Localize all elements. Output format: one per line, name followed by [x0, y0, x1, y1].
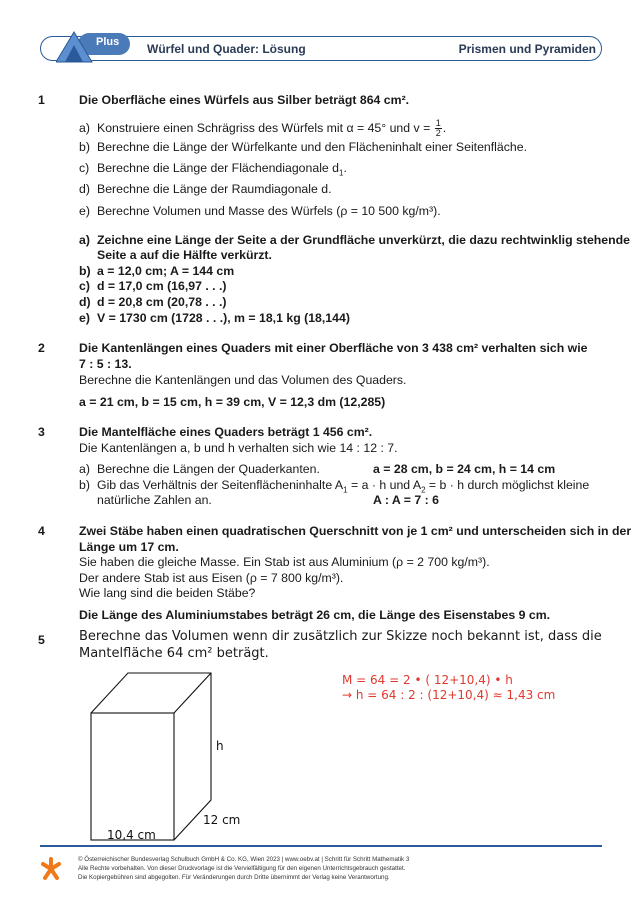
cuboid-label-width: 10,4 cm	[107, 828, 156, 842]
subtask-text: Berechne die Längen der Quaderkanten.	[97, 462, 320, 476]
task-1-solution-a-cont	[79, 247, 272, 264]
subtask-label: b)	[79, 478, 90, 492]
task-5-line1: Berechne das Volumen wenn dir zusätzlich zur Skizze noch bekannt ist, dass die	[79, 629, 602, 644]
task-1-subtask-a	[79, 119, 446, 138]
task-3-subtask-b-cont: natürliche Zahlen an.	[97, 493, 212, 507]
task-1-number: 1	[38, 93, 45, 107]
topic-title: Prismen und Pyramiden	[458, 42, 596, 56]
task-2-number: 2	[38, 341, 45, 355]
cuboid-label-depth: 12 cm	[203, 813, 241, 827]
task-2-solution: a = 21 cm, b = 15 cm, h = 39 cm, V = 12,3 dm (12,285)	[79, 395, 386, 409]
solution-text: Zeichne eine Länge der Seite a der Grundfläche unverkürzt, die dazu rechtwinklig stehende	[97, 233, 630, 247]
solution-label: e)	[79, 311, 90, 325]
solution-label: c)	[79, 279, 90, 293]
subtask-label: b)	[79, 140, 90, 154]
logo-label: Plus	[96, 36, 120, 48]
task-5-line2: Mantelfläche 64 cm² beträgt.	[79, 646, 269, 661]
solution-text: a = 12,0 cm; A = 144 cm	[97, 264, 235, 278]
footer-divider	[40, 845, 602, 847]
solution-text: d = 20,8 cm (20,78 . . .)	[97, 295, 227, 309]
task-3-solution-b: A : A = 7 : 6	[373, 493, 439, 507]
subtask-text: Berechne die Länge der Flächendiagonale d	[97, 161, 340, 175]
publisher-logo-icon	[40, 856, 62, 882]
task-2-text: Berechne die Kantenlängen und das Volumen des Quaders.	[79, 373, 407, 387]
subtask-label: a)	[79, 462, 90, 476]
handwritten-formula-1: M = 64 = 2 • ( 12+10,4) • h	[342, 673, 513, 687]
cuboid-sketch	[86, 668, 216, 843]
task-1-subtask-c	[79, 160, 347, 181]
fraction-denominator: 2	[435, 128, 441, 138]
subscript: 2	[421, 485, 426, 495]
fraction-one-half	[435, 119, 442, 138]
task-5-number: 5	[38, 633, 45, 647]
task-4-line3: Wie lang sind die beiden Stäbe?	[79, 586, 256, 600]
solution-text: Seite a auf die Hälfte verkürzt.	[97, 248, 272, 262]
task-3-title: Die Mantelfläche eines Quaders beträgt 1 456 cm².	[79, 425, 373, 439]
task-1-subtask-d	[79, 181, 332, 198]
fraction-numerator: 1	[435, 118, 441, 128]
task-4-title-line2: Länge um 17 cm.	[79, 540, 179, 554]
task-2-title-line1: Die Kantenlängen eines Quaders mit einer Oberfläche von 3 438 cm² verhalten sich wie	[79, 341, 588, 355]
subtask-label: e)	[79, 204, 90, 218]
subtask-text: Berechne Volumen und Masse des Würfels (ρ = 10 500 kg/m³).	[97, 204, 441, 218]
task-3-number: 3	[38, 425, 45, 439]
plus-logo-icon	[56, 31, 132, 63]
task-1-subtask-b	[79, 139, 527, 156]
subtask-label: d)	[79, 182, 90, 196]
task-3-subtask-a	[79, 461, 320, 478]
cuboid-label-h: h	[216, 739, 224, 753]
subtask-text: Berechne die Länge der Würfelkante und den Flächeninhalt einer Seitenfläche.	[97, 140, 527, 154]
subscript: 1	[339, 168, 344, 178]
task-1-title: Die Oberfläche eines Würfels aus Silber beträgt 864 cm².	[79, 93, 410, 107]
task-3-solution-a: a = 28 cm, b = 24 cm, h = 14 cm	[373, 462, 556, 476]
solution-label: b)	[79, 264, 91, 278]
subtask-text: Konstruiere einen Schrägriss des Würfels mit α = 45° und v =	[97, 120, 434, 135]
task-1-solution-c	[79, 278, 227, 295]
subtask-text: Gib das Verhältnis der Seitenflächeninhalte A	[97, 478, 344, 492]
task-4-title-line1: Zwei Stäbe haben einen quadratischen Querschnitt von je 1 cm² und unterscheiden sich in der	[79, 524, 632, 538]
task-1-solution-e	[79, 310, 350, 327]
subscript: 1	[343, 485, 348, 495]
task-4-number: 4	[38, 524, 45, 538]
task-3-text: Die Kantenlängen a, b und h verhalten sich wie 14 : 12 : 7.	[79, 441, 398, 455]
task-4-solution: Die Länge des Aluminiumstabes beträgt 26 cm, die Länge des Eisenstabes 9 cm.	[79, 608, 551, 622]
task-4-line1: Sie haben die gleiche Masse. Ein Stab ist aus Aluminium (ρ = 2 700 kg/m³).	[79, 555, 490, 569]
task-4-line2: Der andere Stab ist aus Eisen (ρ = 7 800 kg/m³).	[79, 571, 344, 585]
subtask-text: = b · h durch möglichst kleine	[425, 478, 590, 492]
task-1-subtask-e	[79, 203, 441, 220]
solution-text: V = 1730 cm (1728 . . .), m = 18,1 kg (18,144)	[97, 311, 350, 325]
subtask-punct: .	[442, 120, 447, 135]
footer-rights: Alle Rechte vorbehalten. Von dieser Druckvorlage ist die Vervielfältigung für den eigenen Unterrichtsgebrauch gestattet.	[78, 865, 406, 872]
footer-copyright: © Österreichischer Bundesverlag Schulbuch GmbH & Co. KG, Wien 2023 | www.oebv.at | Schritt für Schritt Mathematik 3	[78, 856, 410, 863]
page-title: Würfel und Quader: Lösung	[147, 42, 306, 56]
task-1-solution-d	[79, 294, 227, 311]
solution-text: d = 17,0 cm (16,97 . . .)	[97, 279, 227, 293]
handwritten-formula-2: → h = 64 : 2 : (12+10,4) ≈ 1,43 cm	[342, 688, 556, 702]
subtask-label: c)	[79, 161, 90, 175]
subtask-text: = a · h und A	[347, 478, 422, 492]
solution-label: a)	[79, 233, 90, 247]
subtask-label: a)	[79, 120, 90, 135]
solution-label: d)	[79, 295, 91, 309]
subtask-text: Berechne die Länge der Raumdiagonale d.	[97, 182, 332, 196]
task-2-title-line2: 7 : 5 : 13.	[79, 357, 132, 371]
subtask-punct: .	[343, 161, 347, 175]
footer-fees: Die Kopiergebühren sind abgegolten. Für Veränderungen durch Dritte übernimmt der Verlag keine Verantwortung.	[78, 874, 390, 881]
